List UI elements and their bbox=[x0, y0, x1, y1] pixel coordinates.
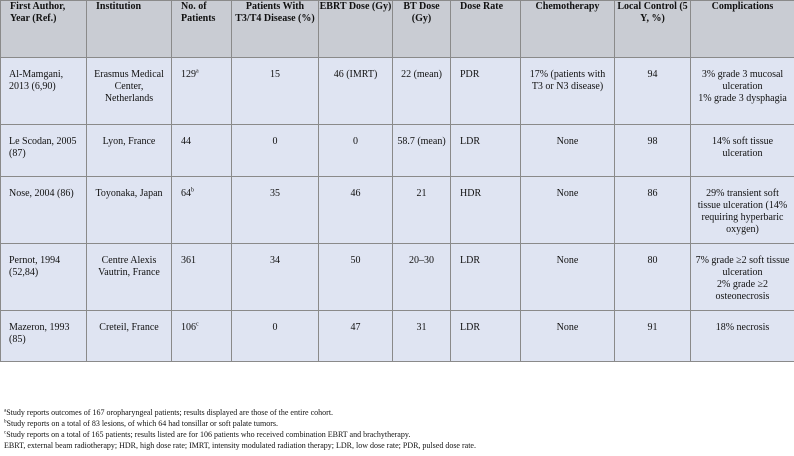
header-complications: Complications bbox=[691, 1, 794, 58]
cell-bt: 58.7 (mean) bbox=[393, 125, 451, 177]
cell-chemotherapy: None bbox=[521, 311, 615, 362]
footnote-a: $^a$Study reports outcomes of 167 oropharyngeal patients; results displayed are those of the entire cohort. bbox=[4, 408, 334, 417]
cell-local-control: 91 bbox=[615, 311, 691, 362]
cell-t3t4: 0 bbox=[232, 311, 319, 362]
patients-value: 44 bbox=[181, 136, 191, 147]
header-bt: BT Dose (Gy) bbox=[393, 1, 451, 58]
cell-dose-rate: LDR bbox=[451, 311, 521, 362]
cell-author: Nose, 2004 (86) bbox=[1, 177, 87, 244]
cell-ebrt: 46 bbox=[319, 177, 393, 244]
cell-author: Le Scodan, 2005 (87) bbox=[1, 125, 87, 177]
table-row bbox=[1, 125, 794, 177]
cell-author: Pernot, 1994 (52,84) bbox=[1, 244, 87, 311]
cell-local-control: 86 bbox=[615, 177, 691, 244]
cell-institution: Centre Alexis Vautrin, France bbox=[87, 244, 172, 311]
patients-value: 361 bbox=[181, 255, 196, 266]
cell-dose-rate: LDR bbox=[451, 244, 521, 311]
header-institution: Institution bbox=[87, 1, 172, 58]
cell-chemotherapy: 17% (patients with T3 or N3 disease) bbox=[521, 58, 615, 125]
cell-ebrt: 50 bbox=[319, 244, 393, 311]
cell-institution: Erasmus Medical Center, Netherlands bbox=[87, 58, 172, 125]
cell-patients bbox=[172, 58, 232, 125]
header-ebrt: EBRT Dose (Gy) bbox=[319, 1, 393, 58]
cell-institution: Lyon, France bbox=[87, 125, 172, 177]
footnote-marker: c bbox=[196, 321, 199, 328]
cell-institution: Creteil, France bbox=[87, 311, 172, 362]
header-author: First Author, Year (Ref.) bbox=[1, 1, 87, 58]
complication-line: 7% grade ≥2 soft tissue ulceration bbox=[695, 255, 790, 278]
footnote-marker: a bbox=[196, 68, 199, 75]
cell-complications bbox=[691, 177, 794, 244]
complication-line: 3% grade 3 mucosal ulceration bbox=[701, 69, 784, 92]
cell-complications bbox=[691, 244, 794, 311]
cell-dose-rate: HDR bbox=[451, 177, 521, 244]
table-header-row bbox=[1, 1, 794, 58]
complication-line: 14% soft tissue ulceration bbox=[711, 136, 774, 159]
cell-t3t4: 35 bbox=[232, 177, 319, 244]
cell-bt: 20–30 bbox=[393, 244, 451, 311]
cell-chemotherapy: None bbox=[521, 125, 615, 177]
cell-complications bbox=[691, 125, 794, 177]
cell-t3t4: 34 bbox=[232, 244, 319, 311]
cell-chemotherapy: None bbox=[521, 177, 615, 244]
cell-ebrt: 47 bbox=[319, 311, 393, 362]
complication-line: 29% transient soft tissue ulceration (14% requiring hyperbaric oxygen) bbox=[697, 188, 788, 235]
cell-complications bbox=[691, 311, 794, 362]
cell-ebrt: 46 (IMRT) bbox=[319, 58, 393, 125]
complication-line: 1% grade 3 dysphagia bbox=[698, 93, 787, 104]
header-chemotherapy: Chemotherapy bbox=[521, 1, 615, 58]
cell-patients bbox=[172, 177, 232, 244]
cell-bt: 31 bbox=[393, 311, 451, 362]
footnote-c: $^c$Study reports on a total of 165 patients; results listed are for 106 patients who received combination EBRT and brachytherapy. bbox=[4, 430, 411, 439]
cell-local-control: 80 bbox=[615, 244, 691, 311]
footnote-b: $^b$Study reports on a total of 83 lesions, of which 64 had tonsillar or soft palate tumors. bbox=[4, 419, 279, 428]
cell-dose-rate: PDR bbox=[451, 58, 521, 125]
cell-institution: Toyonaka, Japan bbox=[87, 177, 172, 244]
cell-chemotherapy: None bbox=[521, 244, 615, 311]
abbreviations: EBRT, external beam radiotherapy; HDR, high dose rate; IMRT, intensity modulated radiation therapy; LDR, low dose rate; PDR, pulsed dose rate. bbox=[4, 441, 476, 450]
table-row bbox=[1, 177, 794, 244]
header-patients: No. of Patients bbox=[172, 1, 232, 58]
footnote-marker: b bbox=[191, 187, 194, 194]
patients-value: 64 bbox=[181, 188, 191, 199]
cell-patients bbox=[172, 125, 232, 177]
table-row bbox=[1, 58, 794, 125]
cell-ebrt: 0 bbox=[319, 125, 393, 177]
footnotes bbox=[4, 407, 476, 451]
cell-author: Al-Mamgani, 2013 (6,90) bbox=[1, 58, 87, 125]
cell-patients bbox=[172, 311, 232, 362]
header-t3t4: Patients With T3/T4 Disease (%) bbox=[232, 1, 319, 58]
cell-author: Mazeron, 1993 (85) bbox=[1, 311, 87, 362]
header-dose-rate: Dose Rate bbox=[451, 1, 521, 58]
complication-line: 18% necrosis bbox=[715, 322, 770, 333]
cell-t3t4: 0 bbox=[232, 125, 319, 177]
cell-dose-rate: LDR bbox=[451, 125, 521, 177]
patients-value: 106 bbox=[181, 322, 196, 333]
patients-value: 129 bbox=[181, 69, 196, 80]
cell-t3t4: 15 bbox=[232, 58, 319, 125]
cell-local-control: 98 bbox=[615, 125, 691, 177]
header-local-control: Local Control (5 Y, %) bbox=[615, 1, 691, 58]
cell-complications bbox=[691, 58, 794, 125]
table-row bbox=[1, 244, 794, 311]
cell-bt: 22 (mean) bbox=[393, 58, 451, 125]
cell-patients bbox=[172, 244, 232, 311]
cell-bt: 21 bbox=[393, 177, 451, 244]
table-row bbox=[1, 311, 794, 362]
complication-line: 2% grade ≥2 osteonecrosis bbox=[715, 279, 770, 302]
cell-local-control: 94 bbox=[615, 58, 691, 125]
